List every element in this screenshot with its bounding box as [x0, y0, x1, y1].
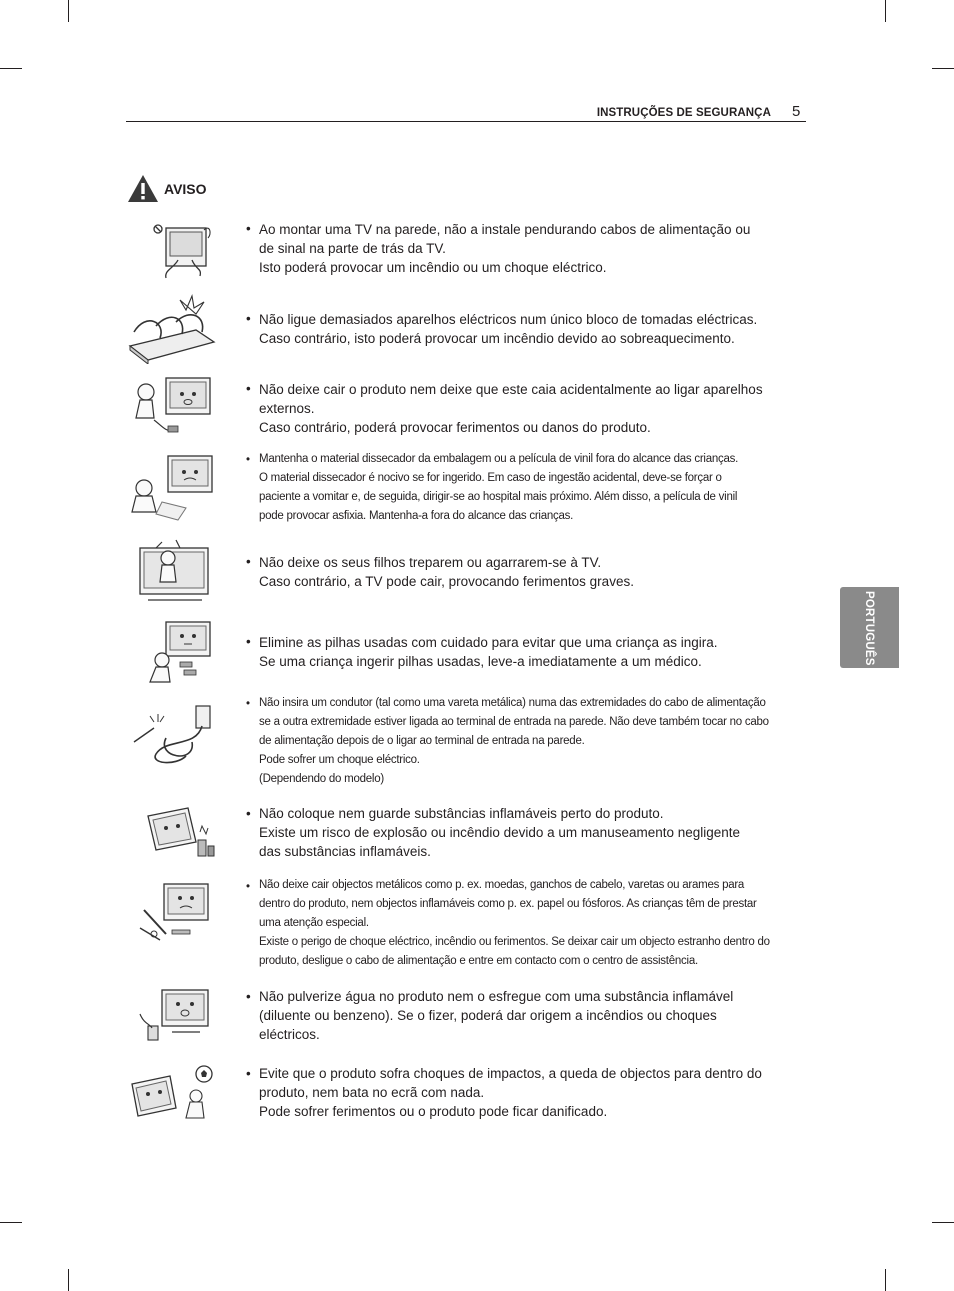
crop-mark: [932, 1222, 954, 1223]
ball-impact-tv-icon: [126, 1064, 216, 1124]
item-text: Ao montar uma TV na parede, não a instale pendurando cabos de alimentação ou de sinal na parte de trás da TV. Isto poderá provocar um incêndio ou um choque eléctrico.: [259, 222, 751, 275]
metal-objects-tv-icon: [126, 878, 216, 946]
item-text: Elimine as pilhas usadas com cuidado para evitar que uma criança as ingira. Se uma criança ingerir pilhas usadas, leve-a imediatamente a um médico.: [259, 635, 718, 669]
crop-mark: [932, 68, 954, 69]
child-batteries-icon: [126, 618, 216, 686]
crop-mark: [68, 1269, 69, 1291]
section-title: INSTRUÇÕES DE SEGURANÇA: [596, 107, 771, 119]
flammable-substances-icon: [126, 802, 216, 864]
item-text: Não deixe cair o produto nem deixe que este caia acidentalmente ao ligar aparelhos externos. Caso contrário, poderá provocar ferimentos ou danos do produto.: [259, 382, 763, 435]
crop-mark: [68, 0, 69, 22]
header-divider: [126, 121, 806, 122]
crop-mark: [885, 0, 886, 22]
tv-cables-hanging-icon: [126, 220, 216, 282]
power-cord-metal-rod-icon: [126, 698, 216, 768]
item-text: Evite que o produto sofra choques de impactos, a queda de objectos para dentro do produto, nem bata no ecrã com nada. Pode sofrer ferimentos ou o produto pode ficar danificado.: [259, 1066, 762, 1119]
item-text: Não deixe cair objectos metálicos como p. ex. moedas, ganchos de cabelo, varetas ou arames para dentro do produto, nem objectos inflamáveis como p. ex. papel ou fósforos. As crianças têm de prestar uma atenção especial. Existe o perigo de choque eléctrico, incêndio ou ferimentos. Se deixar cair um objecto estranho dentro do produto, desligue o cabo de alimentação e entre em contacto com o centro de assistência.: [259, 879, 770, 967]
tv-falling-connecting-icon: [126, 374, 216, 440]
spray-water-tv-icon: [126, 984, 216, 1046]
item-text: Não coloque nem guarde substâncias inflamáveis perto do produto. Existe um risco de explosão ou incêndio devido a um manuseamento negligente das substâncias inflamáveis.: [259, 806, 741, 859]
page-number: 5: [792, 103, 801, 120]
child-climbing-tv-icon: [126, 538, 216, 606]
language-tab-label: PORTUGUÊS: [863, 591, 875, 666]
child-desiccant-icon: [126, 450, 216, 522]
warning-triangle-icon: [127, 174, 159, 203]
language-tab: [840, 587, 899, 668]
item-text: Mantenha o material dissecador da embalagem ou a película de vinil fora do alcance das crianças. O material dissecador é nocivo se for ingerido. Em caso de ingestão acidental, deve-se forçar o paciente a vomitar e, de seguida, dirigir-se ao hospital mais próximo. Além disso, a película de vinil pode provocar asfixia. Mantenha-a fora do alcance das crianças.: [259, 453, 739, 522]
crop-mark: [0, 1222, 22, 1223]
item-text: Não ligue demasiados aparelhos eléctricos num único bloco de tomadas eléctricas. Caso contrário, isto poderá provocar um incêndio devido ao sobreaquecimento.: [259, 312, 758, 346]
overloaded-power-strip-icon: [126, 292, 216, 364]
item-text: Não pulverize água no produto nem o esfregue com uma substância inflamável (diluente ou benzeno). Se o fizer, poderá dar origem a incêndios ou choques eléctricos.: [259, 989, 734, 1042]
crop-mark: [0, 68, 22, 69]
item-text: Não insira um condutor (tal como uma vareta metálica) numa das extremidades do cabo de alimentação se a outra extremidade estiver ligada ao terminal de entrada na parede. Não deve também tocar no cabo de alimentação depois de o ligar ao terminal de entrada na parede. Pode sofrer um choque eléctrico. (Dependendo do modelo): [259, 697, 769, 785]
crop-mark: [885, 1269, 886, 1291]
warning-label: AVISO: [164, 181, 207, 197]
item-text: Não deixe os seus filhos treparem ou agarrarem-se à TV. Caso contrário, a TV pode cair, provocando ferimentos graves.: [259, 555, 634, 589]
